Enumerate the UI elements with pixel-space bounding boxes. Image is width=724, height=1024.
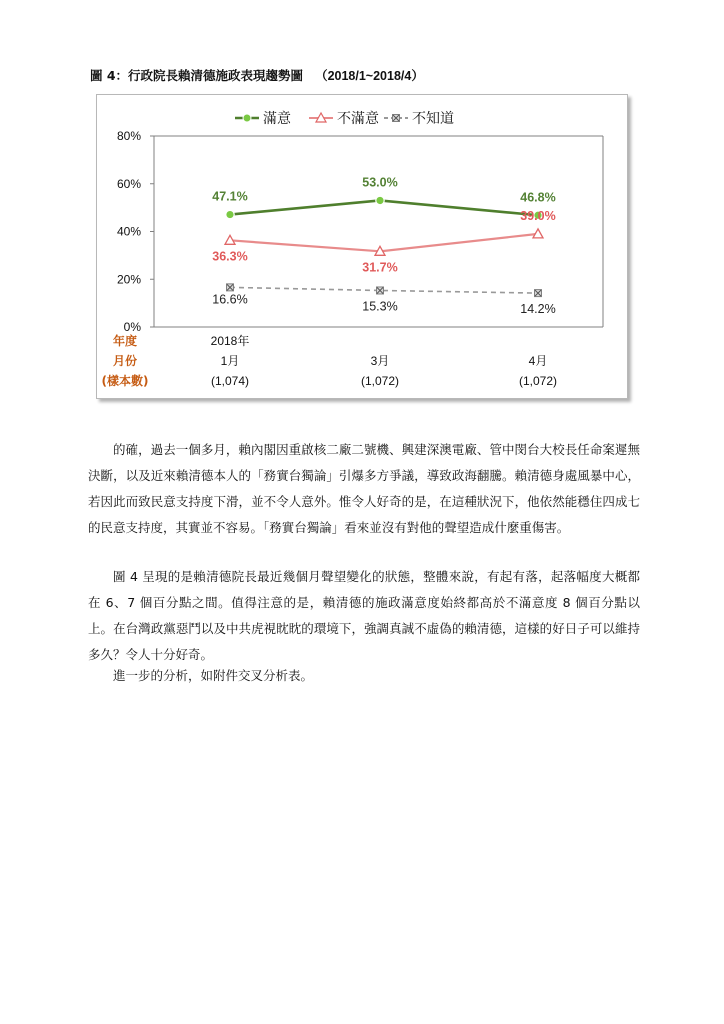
series-3-data-label: 14.2% (520, 302, 556, 317)
series-1-data-label: 46.8% (520, 190, 556, 205)
x-category-label: (1,072) (518, 374, 558, 388)
x-category-label: 2018年 (210, 334, 250, 348)
x-row-header: 月份 (112, 354, 138, 368)
x-axis-table (102, 333, 558, 388)
series-3-data-label: 15.3% (362, 299, 398, 314)
legend-marker (243, 114, 251, 122)
series-1-data-label: 53.0% (362, 175, 398, 190)
series-2-data-label: 36.3% (212, 249, 248, 264)
x-row-header: (樣本數) (101, 374, 149, 388)
legend-label: 滿意 (263, 111, 291, 127)
series-3-point (227, 284, 234, 291)
figure-title-text: 圖 4：行政院長賴清德施政表現趨勢圖 (90, 68, 304, 83)
series-1-point (376, 196, 384, 204)
figure-date-range: （2018/1~2018/4） (315, 69, 424, 83)
x-category-label: (1,074) (210, 374, 250, 388)
y-axis (117, 129, 154, 334)
y-tick-label: 80% (116, 129, 141, 143)
x-category-label: 4月 (528, 354, 548, 368)
legend-item-1 (235, 110, 291, 127)
series-1-data-label: 47.1% (212, 189, 248, 204)
series-3-data-label: 16.6% (212, 292, 248, 307)
x-row-header: 年度 (112, 334, 138, 348)
legend-label: 不滿意 (337, 111, 379, 127)
y-tick-label: 40% (116, 224, 141, 239)
paragraph-3: 進一步的分析，如附件交叉分析表。 (113, 668, 314, 683)
figure-title (90, 66, 424, 84)
series-3-point (377, 287, 384, 294)
x-category-label: 3月 (370, 354, 390, 368)
chart-series (212, 175, 555, 316)
y-tick-label: 60% (116, 176, 141, 191)
series-3-point (535, 290, 542, 297)
series-2-data-label: 39.0% (520, 208, 556, 223)
series-2-data-label: 31.7% (362, 260, 398, 275)
y-tick-label: 20% (116, 272, 141, 287)
paragraph-2: 圖 4 呈現的是賴清德院長最近幾個月聲望變化的狀態，整體來說，有起有落，起落幅度大概都在 6、7 個百分點之間。值得注意的是，賴清德的施政滿意度始終都高於不滿意度 8 個百分點以上。在台灣政黨惡鬥以及中共虎視眈眈的環境下，強調真誠不虛偽的賴清德，這樣的好日子可以維持多久？令人十分好奇。 (88, 569, 640, 662)
series-line-2 (230, 234, 538, 251)
chart-frame (96, 94, 628, 399)
legend-item-3 (384, 111, 454, 127)
legend-item-2 (309, 110, 379, 127)
trend-chart (97, 95, 627, 398)
x-category-label: 1月 (220, 354, 240, 368)
series-1-point (226, 210, 234, 218)
paragraph-1: 的確，過去一個多月，賴內閣因重啟核二廠二號機、興建深澳電廠、管中閔台大校長任命案遲無決斷，以及近來賴清德本人的「務實台獨論」引爆多方爭議，導致政海翻騰。賴清德身處風暴中心，若因此而致民意支持度下滑，並不令人意外。惟令人好奇的是，在這種狀況下，他依然能穩住四成七的民意支持度，其實並不容易。「務實台獨論」看來並沒有對他的聲望造成什麼重傷害。 (88, 442, 640, 535)
chart-legend (235, 110, 454, 127)
x-category-label: (1,072) (360, 374, 400, 388)
y-tick-label: 0% (123, 320, 141, 334)
legend-label: 不知道 (412, 111, 454, 127)
